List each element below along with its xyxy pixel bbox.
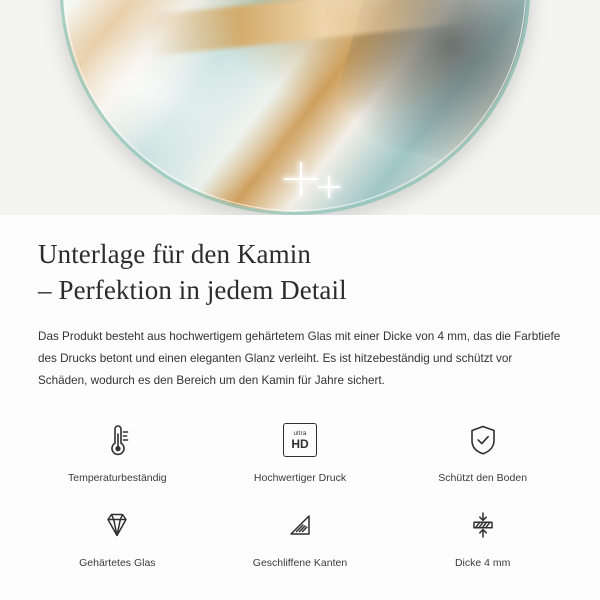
thickness-arrows-icon [460, 502, 506, 548]
headline-line-1: Unterlage für den Kamin [38, 239, 311, 269]
feature-grid [26, 417, 574, 570]
ultra-hd-icon [277, 417, 323, 463]
feature-label: Gehärtetes Glas [79, 556, 156, 569]
feature-label: Hochwertiger Druck [253, 472, 347, 485]
feature-label: Schützt den Boden [438, 472, 528, 485]
diamond-icon [94, 502, 140, 548]
feature-item [391, 417, 574, 486]
feature-label: Temperaturbeständig [68, 472, 167, 485]
hero-product-image [0, 0, 600, 215]
description-paragraph: Das Produkt besteht aus hochwertigem gehärtetem Glas mit einer Dicke von 4 mm, das die Farbtiefe des Drucks betont und einen eleganten Glanz verleiht. Es ist hitzebeständig und schützt vor Schäden, wodurch es den Bereich um den Kamin für Jahre sichert. [38, 330, 561, 387]
ultra-hd-badge [283, 423, 317, 457]
feature-item [26, 502, 209, 571]
badge-top-text: ultra [293, 429, 307, 437]
feature-label: Dicke 4 mm [454, 556, 511, 569]
headline-line-2: – Perfektion in jedem Detail [38, 274, 347, 305]
thermometer-icon [94, 417, 140, 463]
shield-check-icon [460, 417, 506, 463]
feature-label: Geschliffene Kanten [252, 556, 348, 569]
feature-item [26, 417, 209, 486]
feature-item [209, 417, 392, 486]
badge-bottom-text: HD [291, 436, 309, 451]
page-title [38, 237, 562, 308]
feature-item [209, 502, 392, 571]
polished-edges-icon [277, 502, 323, 548]
content-area [0, 215, 600, 570]
feature-item [391, 502, 574, 571]
